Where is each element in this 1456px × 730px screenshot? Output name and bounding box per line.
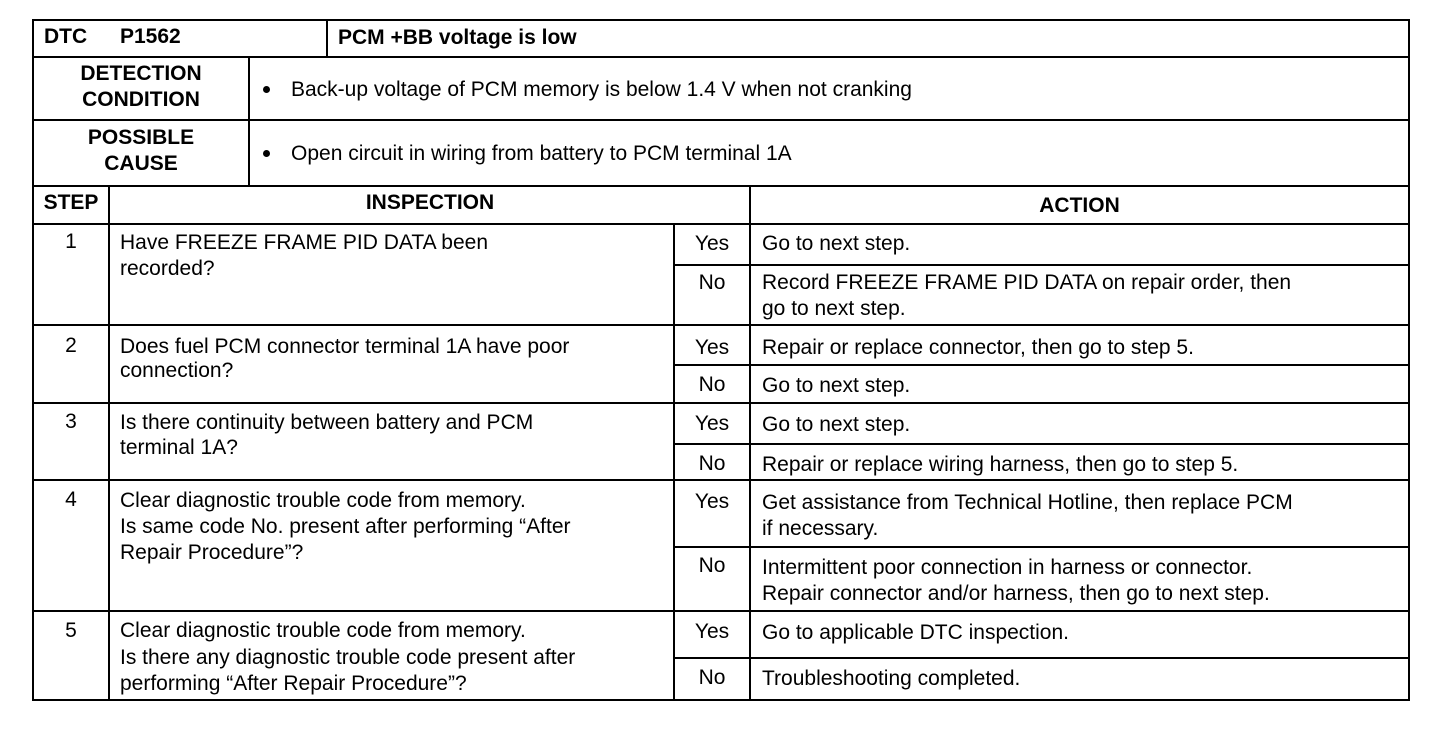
action-text: Go to applicable DTC inspection. (762, 621, 1069, 644)
inspection-text: Does fuel PCM connector terminal 1A have poor (120, 335, 570, 358)
dtc-label: DTC (44, 25, 88, 48)
column-header-step: STEP (43, 191, 99, 214)
detection-label-line2: CONDITION (82, 88, 200, 111)
row-divider (32, 119, 1410, 121)
step-number: 3 (65, 410, 77, 433)
table-border-bottom (32, 699, 1410, 701)
bullet-icon (263, 150, 270, 157)
action-text: Record FREEZE FRAME PID DATA on repair order, then (762, 271, 1292, 294)
inspection-text: terminal 1A? (120, 436, 238, 459)
step-column-divider (108, 185, 110, 701)
yes-label: Yes (694, 412, 730, 435)
action-text: Troubleshooting completed. (762, 667, 1021, 690)
action-text: if necessary. (762, 517, 879, 540)
header-divider (326, 19, 328, 57)
step-divider (32, 479, 1410, 481)
inspection-text: Is there any diagnostic trouble code present after (120, 646, 576, 669)
yes-no-divider (673, 657, 1410, 659)
dtc-code: P1562 (120, 25, 181, 48)
inspection-text: recorded? (120, 257, 215, 280)
cause-text: Open circuit in wiring from battery to PCM terminal 1A (291, 142, 792, 165)
action-text: Intermittent poor connection in harness or connector. (762, 556, 1253, 579)
action-text: Repair connector and/or harness, then go to next step. (762, 582, 1270, 605)
step-number: 2 (65, 334, 77, 357)
cause-label-line1: POSSIBLE (87, 126, 195, 149)
step-divider (32, 610, 1410, 612)
inspection-text: Repair Procedure”? (120, 541, 304, 564)
action-text: Go to next step. (762, 413, 911, 436)
step-divider (32, 402, 1410, 404)
yes-no-divider (673, 443, 1410, 445)
detection-label-line1: DETECTION (80, 62, 202, 85)
action-text: Go to next step. (762, 232, 911, 255)
yes-label: Yes (694, 490, 730, 513)
row-divider (32, 185, 1410, 187)
yes-label: Yes (694, 620, 730, 643)
inspection-text: Is there continuity between battery and PCM (120, 411, 534, 434)
action-text: Repair or replace wiring harness, then go to step 5. (762, 453, 1239, 476)
action-text: Get assistance from Technical Hotline, then replace PCM (762, 491, 1293, 514)
no-label: No (698, 271, 726, 294)
bullet-icon (263, 86, 270, 93)
row-divider (32, 223, 1410, 225)
inspection-text: connection? (120, 359, 234, 382)
inspection-text: Clear diagnostic trouble code from memory. (120, 619, 526, 642)
inspection-text: performing “After Repair Procedure”? (120, 672, 467, 695)
no-label: No (698, 554, 726, 577)
cause-label-line2: CAUSE (104, 152, 178, 175)
no-label: No (698, 373, 726, 396)
yes-no-divider (673, 364, 1410, 366)
action-text: go to next step. (762, 297, 906, 320)
detection-text: Back-up voltage of PCM memory is below 1.4 V when not cranking (291, 78, 912, 101)
table-border-left (32, 19, 34, 701)
action-text: Repair or replace connector, then go to step 5. (762, 336, 1194, 359)
table-border-top (32, 19, 1410, 21)
yes-no-divider (673, 546, 1410, 548)
action-text: Go to next step. (762, 374, 911, 397)
table-border-right (1408, 19, 1410, 701)
yes-label: Yes (694, 336, 730, 359)
column-header-inspection: INSPECTION (365, 191, 495, 214)
no-label: No (698, 452, 726, 475)
row-divider (32, 56, 1410, 58)
step-number: 1 (65, 230, 77, 253)
yes-no-divider (673, 264, 1410, 266)
inspection-text: Clear diagnostic trouble code from memory. (120, 489, 526, 512)
inspection-text: Have FREEZE FRAME PID DATA been (120, 231, 488, 254)
column-header-action: ACTION (1039, 194, 1120, 217)
yes-label: Yes (694, 232, 730, 255)
inspection-text: Is same code No. present after performing “After (120, 515, 571, 538)
step-number: 4 (65, 488, 77, 511)
step-number: 5 (65, 619, 77, 642)
label-column-divider (248, 56, 250, 186)
page-title: PCM +BB voltage is low (338, 26, 577, 49)
no-label: No (698, 666, 726, 689)
step-divider (32, 324, 1410, 326)
